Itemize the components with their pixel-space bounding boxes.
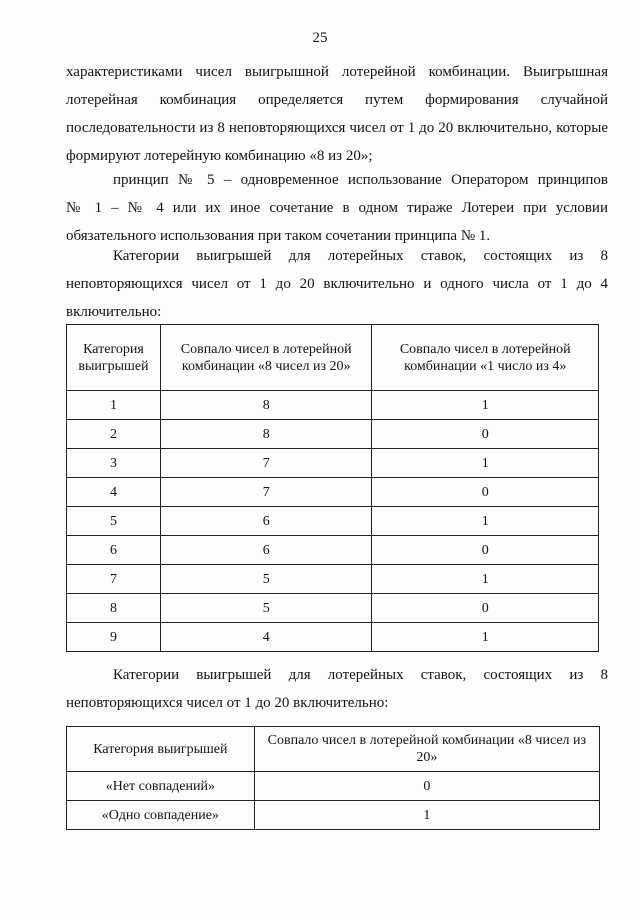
page-number: 25 (312, 30, 328, 46)
paragraph-winning-combination (66, 58, 608, 170)
text-line: формируют лотерейную комбинацию «8 из 20»; (66, 148, 373, 164)
table-cell: 1 (372, 449, 599, 478)
text-line: лотерейная комбинация определяется путем формирования случайной (66, 92, 608, 108)
table-cell: 0 (372, 536, 599, 565)
table-row (67, 536, 599, 565)
text-line: неповторяющихся чисел от 1 до 20 включительно: (66, 695, 389, 711)
header-matched-8-of-20: Совпало чисел в лотерейной комбинации «8 чисел из 20» (160, 325, 372, 391)
table-header-row (67, 325, 599, 391)
table-cell: 0 (372, 478, 599, 507)
table-row (67, 391, 599, 420)
text-line: Категории выигрышей для лотерейных ставок, состоящих из 8 (113, 667, 608, 683)
table-cell: 5 (160, 565, 372, 594)
table-cell: 5 (67, 507, 161, 536)
table-row (67, 565, 599, 594)
table-row (67, 801, 600, 830)
text-line: неповторяющихся чисел от 1 до 20 включительно и одного числа от 1 до 4 (66, 276, 608, 292)
text-line: характеристиками чисел выигрышной лотерейной комбинации. Выигрышная (66, 64, 608, 80)
text-line: принцип № 5 – одновременное использование Оператором принципов (113, 172, 608, 188)
text-line: последовательности из 8 неповторяющихся чисел от 1 до 20 включительно, которые (66, 120, 608, 136)
text-line: обязательного использования при таком сочетании принципа № 1. (66, 228, 491, 244)
table-cell: 0 (254, 772, 599, 801)
table-header-row (67, 727, 600, 772)
table-row (67, 594, 599, 623)
table-cell: 9 (67, 623, 161, 652)
table-cell: 8 (67, 594, 161, 623)
text-line: № 1 – № 4 или их иное сочетание в одном тираже Лотереи при условии (66, 200, 608, 216)
table-cell: 2 (67, 420, 161, 449)
table-row (67, 478, 599, 507)
table-row (67, 449, 599, 478)
table-row (67, 623, 599, 652)
prize-categories-table-1 (66, 324, 599, 652)
text-line: Категории выигрышей для лотерейных ставок, состоящих из 8 (113, 248, 608, 264)
table-cell: 6 (160, 507, 372, 536)
table-cell: 4 (67, 478, 161, 507)
paragraph-categories-intro-2 (66, 661, 608, 717)
table-cell: 7 (160, 478, 372, 507)
header-category: Категория выигрышей (67, 727, 255, 772)
table-cell: 3 (67, 449, 161, 478)
table-cell: 0 (372, 594, 599, 623)
paragraph-categories-intro-1 (66, 242, 608, 326)
table-cell: 5 (160, 594, 372, 623)
table-cell: «Одно совпадение» (67, 801, 255, 830)
table-cell: 7 (160, 449, 372, 478)
table-cell: 1 (372, 623, 599, 652)
paragraph-principle-5 (66, 166, 608, 250)
header-matched-1-of-4: Совпало чисел в лотерейной комбинации «1 число из 4» (372, 325, 599, 391)
table-row (67, 420, 599, 449)
table-cell: 0 (372, 420, 599, 449)
table-cell: 1 (372, 391, 599, 420)
table-cell: 4 (160, 623, 372, 652)
header-category: Категория выигрышей (67, 325, 161, 391)
table-cell: «Нет совпадений» (67, 772, 255, 801)
table-cell: 8 (160, 391, 372, 420)
table-cell: 6 (67, 536, 161, 565)
prize-categories-table-2 (66, 726, 600, 830)
table-cell: 7 (67, 565, 161, 594)
table-cell: 1 (254, 801, 599, 830)
table-row (67, 772, 600, 801)
header-matched-8-of-20: Совпало чисел в лотерейной комбинации «8 чисел из 20» (254, 727, 599, 772)
text-line: включительно: (66, 304, 162, 320)
table-cell: 1 (372, 507, 599, 536)
table-row (67, 507, 599, 536)
table-cell: 8 (160, 420, 372, 449)
table-cell: 1 (67, 391, 161, 420)
table-cell: 6 (160, 536, 372, 565)
table-cell: 1 (372, 565, 599, 594)
